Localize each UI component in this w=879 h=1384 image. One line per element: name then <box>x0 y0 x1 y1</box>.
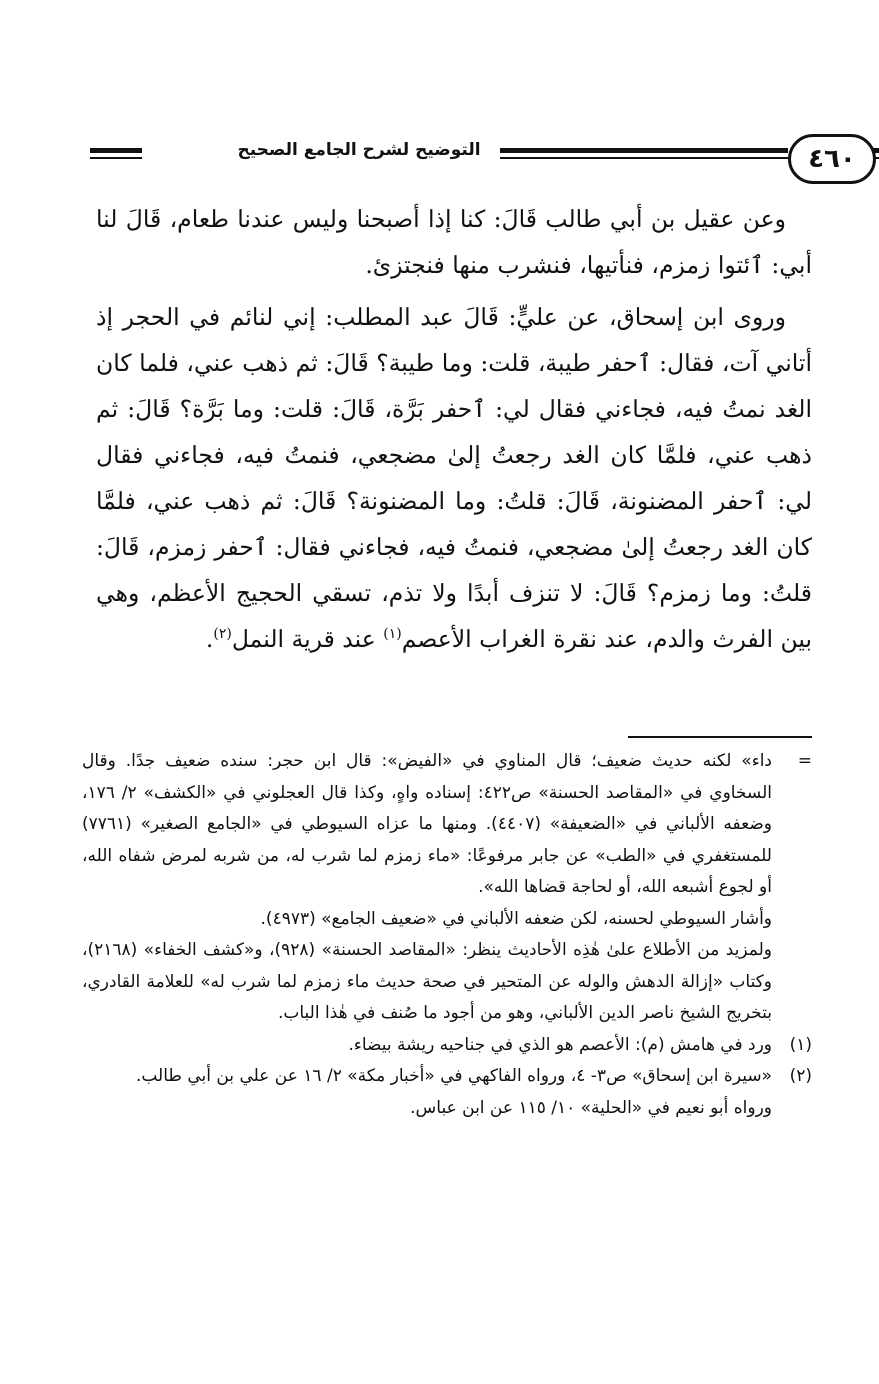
footnote-1 <box>82 1030 812 1062</box>
continuation-mark: = <box>797 751 812 771</box>
paragraph-ibn-ishaq <box>96 294 812 662</box>
paragraph-end-period: . <box>205 625 214 653</box>
footnote-2-extra: ورواه أبو نعيم في «الحلية» ١٠/ ١١٥ عن ابن عباس. <box>410 1097 772 1118</box>
page-number <box>788 134 876 184</box>
running-title: التوضيح لشرح الجامع الصحيح <box>218 140 500 160</box>
header-rule-left-short-thin <box>90 157 142 159</box>
footnote-separator <box>628 736 812 738</box>
footnotes <box>82 746 812 1124</box>
paragraph-ibn-ishaq-tail: عند قرية النمل <box>231 625 384 653</box>
footnote-2-mark: (٢) <box>789 1066 812 1086</box>
footnote-ref-1: (١) <box>383 626 402 643</box>
footnote-2 <box>82 1061 812 1093</box>
main-text <box>96 196 812 668</box>
page-number-text: ٤٦٠ <box>808 144 856 174</box>
header-rule-left-short <box>90 148 142 153</box>
footnote-continuation <box>82 746 812 904</box>
page-header <box>80 122 856 180</box>
footnote-2-text: «سيرة ابن إسحاق» ص٣- ٤، ورواه الفاكهي في «أخبار مكة» ٢/ ١٦ عن علي بن أبي طالب. <box>135 1066 772 1086</box>
footnote-paragraph-2: وأشار السيوطي لحسنه، لكن ضعفه الألباني في «ضعيف الجامع» (٤٩٧٣). <box>260 908 772 929</box>
footnote-1-text: ورد في هامش (م): الأعصم هو الذي في جناحيه ريشة بيضاء. <box>348 1034 772 1055</box>
paragraph-ibn-ishaq-text: وروى ابن إسحاق، عن عليٍّ: قَالَ عبد المطلب: إني لنائم في الحجر إذ أتاني آت، فقال: ٱحفر طيبة، قلت: وما طيبة؟ قَالَ: ثم ذهب عني، فلما كان الغد نمتُ فيه، فجاءني فقال لي: ٱحفر بَرَّة، قَالَ: قلت: وما بَرَّة؟ قَالَ: ثم ذهب عني، فلمَّا كان الغد رجعتُ إلىٰ مضجعي، فنمتُ فيه، فجاءني فقال لي: ٱحفر المضنونة، قَالَ: قلتُ: وما المضنونة؟ قَالَ: ثم ذهب عني، فلمَّا كان الغد رجعتُ إلىٰ مضجعي، فنمتُ فيه، فجاءني فقال: ٱحفر زمزم، قَالَ: قلتُ: وما زمزم؟ قَالَ: لا تنزف أبدًا ولا تذم، تسقي الحجيج الأعظم، وهي بين الفرث والدم، عند نقرة الغراب الأعصم <box>96 303 812 653</box>
footnote-1-mark: (١) <box>789 1034 812 1055</box>
continuation-text: داء» لكنه حديث ضعيف؛ قال المناوي في «الفيض»: قال ابن حجر: سنده ضعيف جدًا. وقال السخاوي في «المقاصد الحسنة» ص٤٢٢: إسناده واهٍ، وكذا قال العجلوني في «الكشف» ٢/ ١٧٦، وضعفه الألباني في «الضعيفة» (٤٤٠٧). ومنها ما عزاه السيوطي في «الجامع الصغير» (٧٧٦١) للمستغفري في «الطب» عن جابر مرفوعًا: «ماء زمزم لما شرب له، من شربه لمرض شفاه الله، أو لجوع أشبعه الله، أو لحاجة قضاها الله». <box>82 751 773 897</box>
footnote-paragraph-3: ولمزيد من الأطلاع علىٰ هٰذِه الأحاديث ينظر: «المقاصد الحسنة» (٩٢٨)، و«كشف الخفاء» (٢١٦٨)، وكتاب «إزالة الدهش والوله عن المتحير في صحة حديث ماء زمزم لما شرب له» للعلامة القادري، بتخريج الشيخ ناصر الدين الألباني، وهو من أجود ما صُنف في هٰذا الباب. <box>82 940 772 1023</box>
paragraph-aqil: وعن عقيل بن أبي طالب قَالَ: كنا إذا أصبحنا وليس عندنا طعام، قَالَ لنا أبي: ٱئتوا زمزم، فنأتيها، فنشرب منها فنجتزئ. <box>96 205 812 279</box>
footnote-ref-2: (٢) <box>213 626 232 643</box>
